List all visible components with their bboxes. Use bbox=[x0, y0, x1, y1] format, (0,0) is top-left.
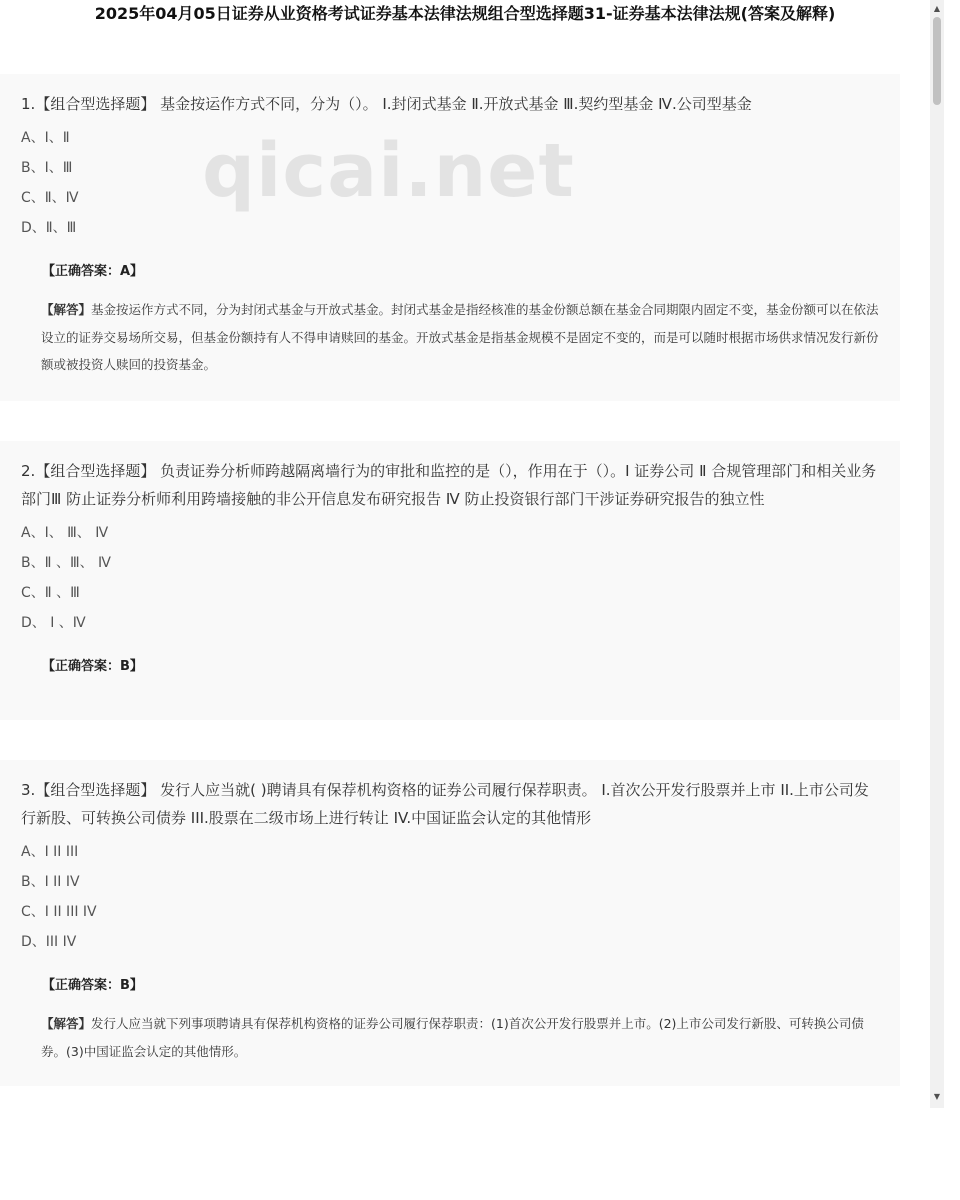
option-a[interactable]: A、I II III bbox=[21, 844, 79, 860]
option-d[interactable]: D、 Ⅰ 、Ⅳ bbox=[21, 615, 86, 631]
option-a[interactable]: A、Ⅰ、Ⅱ bbox=[21, 130, 70, 146]
explanation-text: 基金按运作方式不同，分为封闭式基金与开放式基金。封闭式基金是指经核准的基金份额总额在基金合同期限内固定不变，基金份额可以在依法设立的证券交易场所交易，但基金份额持有人不得申请赎回的基金。开放式基金是指基金规模不是固定不变的，而是可以随时根据市场供求情况发行新份额或被投资人赎回的投资基金。 bbox=[41, 302, 879, 372]
question-number: 1. bbox=[21, 95, 36, 113]
question-card-2 bbox=[0, 441, 900, 720]
question-type: 【组合型选择题】 bbox=[35, 462, 156, 480]
option-c[interactable]: C、Ⅱ、Ⅳ bbox=[21, 190, 79, 206]
option-b[interactable]: B、Ⅰ、Ⅲ bbox=[21, 160, 73, 176]
question-type: 【组合型选择题】 bbox=[35, 95, 156, 113]
explanation-text: 发行人应当就下列事项聘请具有保荐机构资格的证券公司履行保荐职责：(1)首次公开发行股票并上市。(2)上市公司发行新股、可转换公司债券。(3)中国证监会认定的其他情形。 bbox=[41, 1016, 864, 1059]
option-b[interactable]: B、I II IV bbox=[21, 874, 80, 890]
question-text bbox=[21, 776, 882, 832]
question-card-1 bbox=[0, 74, 900, 401]
correct-answer: 【正确答案：A】 bbox=[42, 264, 144, 279]
option-c[interactable]: C、Ⅱ 、Ⅲ bbox=[21, 585, 80, 601]
question-type: 【组合型选择题】 bbox=[35, 781, 156, 799]
question-card-3 bbox=[0, 760, 900, 1086]
scroll-down-arrow-icon[interactable]: ▼ bbox=[933, 1092, 941, 1101]
option-a[interactable]: A、Ⅰ、 Ⅲ、 Ⅳ bbox=[21, 525, 109, 541]
scroll-up-arrow-icon[interactable]: ▲ bbox=[933, 4, 941, 13]
vertical-scrollbar[interactable] bbox=[930, 0, 944, 1108]
question-number: 3. bbox=[21, 781, 36, 799]
question-text bbox=[21, 457, 882, 513]
option-c[interactable]: C、I II III IV bbox=[21, 904, 97, 920]
question-body: 发行人应当就( )聘请具有保荐机构资格的证券公司履行保荐职责。 I.首次公开发行股票并上市 II.上市公司发行新股、可转换公司债券 III.股票在二级市场上进行转让 IV.中国证监会认定的其他情形 bbox=[21, 781, 869, 827]
explanation bbox=[41, 1010, 882, 1065]
explanation-label: 【解答】 bbox=[41, 1016, 92, 1031]
question-text bbox=[21, 90, 882, 118]
correct-answer: 【正确答案：B】 bbox=[42, 978, 143, 993]
page-title: 2025年04月05日证券从业资格考试证券基本法律法规组合型选择题31-证券基本法律法规(答案及解释) bbox=[94, 4, 836, 23]
explanation bbox=[41, 296, 882, 379]
question-body: 基金按运作方式不同，分为（）。 Ⅰ.封闭式基金 Ⅱ.开放式基金 Ⅲ.契约型基金 Ⅳ.公司型基金 bbox=[160, 95, 752, 113]
explanation-label: 【解答】 bbox=[41, 302, 92, 317]
question-number: 2. bbox=[21, 462, 36, 480]
option-b[interactable]: B、Ⅱ 、Ⅲ、 Ⅳ bbox=[21, 555, 111, 571]
option-d[interactable]: D、III IV bbox=[21, 934, 77, 950]
scrollbar-thumb[interactable] bbox=[933, 17, 941, 105]
question-body: 负责证券分析师跨越隔离墙行为的审批和监控的是（），作用在于（）。Ⅰ 证券公司 Ⅱ 合规管理部门和相关业务部门Ⅲ 防止证券分析师利用跨墙接触的非公开信息发布研究报告 Ⅳ 防止投资银行部门干涉证券研究报告的独立性 bbox=[21, 462, 877, 508]
option-d[interactable]: D、Ⅱ、Ⅲ bbox=[21, 220, 77, 236]
correct-answer: 【正确答案：B】 bbox=[42, 659, 143, 674]
